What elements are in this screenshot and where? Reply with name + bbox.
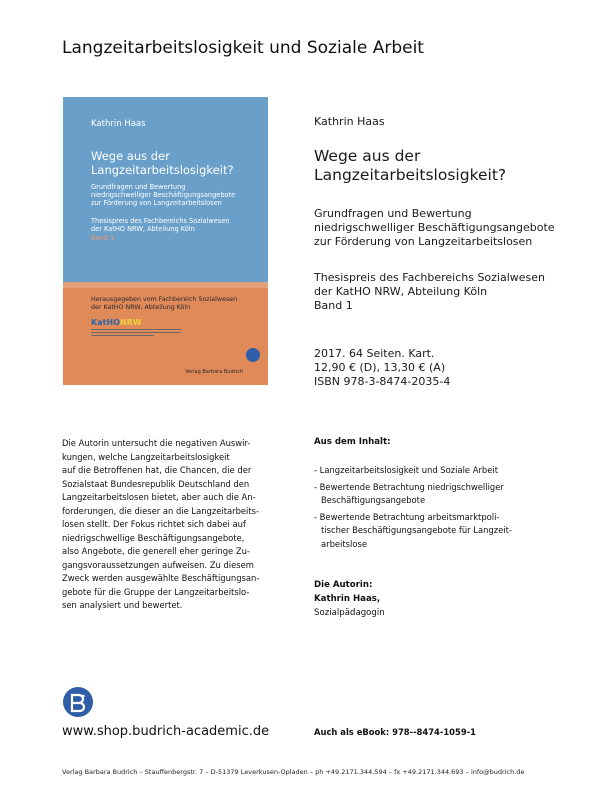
list-item-line: - Langzeitarbeitslosigkeit und Soziale Arbeit [314,465,499,475]
list-item [314,511,554,552]
description-line: Zweck werden ausgewählte Beschäftigungsan- [62,573,260,583]
ebook-info: Auch als eBook: 978--8474-1059-1 [314,727,476,737]
cover-prize-line: Thesispreis des Fachbereichs Sozialwesen [91,217,230,225]
cover-band: Band 1 [91,234,115,242]
list-item [314,464,554,478]
contents-heading: Aus dem Inhalt: [314,437,391,447]
book-subtitle [314,207,584,249]
description-line: also Angebote, die generell eher geringe Zu- [62,546,250,556]
book-cover [63,97,268,385]
katho-logo-text: KatHO [91,318,120,327]
contents-list [314,464,554,554]
book-title-line: Wege aus der [314,147,421,165]
description-line: gebote für die Gruppe der Langzeitarbeitslo- [62,586,250,597]
list-item-line: - Bewertende Betrachtung niedrigschwelliger [314,481,504,492]
cover-bottom-panel [63,288,268,385]
book-subtitle-line: zur Förderung von Langzeitarbeitslosen [314,235,533,248]
list-item-line: - Bewertende Betrachtung arbeitsmarktpoli- [314,511,500,522]
description-line: gangsvoraussetzungen aufweisen. Zu diesem [62,559,254,570]
cover-subtitle-line: zur Förderung von Langzeitarbeitslosen [91,199,222,208]
cover-title-line: Langzeitarbeitslosigkeit? [91,163,234,177]
book-prize-line: Thesispreis des Fachbereichs Sozialwesen [314,271,546,284]
katho-fine-print [91,329,181,339]
book-title [314,147,584,185]
katho-logo [91,318,142,327]
cover-publisher: Verlag Barbara Budrich [185,369,244,375]
cover-editor [91,296,263,312]
description-line: auf die Betroffenen hat, die Chancen, die der [62,465,252,475]
book-subtitle-line: Grundfragen und Bewertung [314,207,472,220]
book-description [62,437,290,613]
book-prize-line: Band 1 [314,299,353,312]
description-line: sen analysiert und bewertet. [62,600,183,610]
book-prize-line: der KatHO NRW, Abteilung Köln [314,285,488,298]
budrich-logo-icon [63,687,93,717]
book-author: Kathrin Haas [314,115,385,128]
cover-author: Kathrin Haas [91,119,146,129]
book-details-line: ISBN 978-3-8474-2035-4 [314,375,451,388]
book-details-line: 2017. 64 Seiten. Kart. [314,347,435,360]
cover-subtitle-line: Grundfragen und Bewertung [91,183,186,191]
book-details-line: 12,90 € (D), 13,30 € (A) [314,361,446,374]
cover-title [91,149,261,177]
description-line: Sozialstaat Bundesrepublik Deutschland den [62,478,250,489]
about-author-heading: Die Autorin: [314,580,373,590]
cover-title-line: Wege aus der [91,149,170,163]
cover-editor-line: Herausgegeben vom Fachbereich Sozialwesen [91,296,238,303]
description-line: niedrigschwellige Beschäftigungsangebote, [62,532,245,543]
publisher-logo-icon [246,348,260,362]
description-line: losen stellt. Der Fokus richtet sich dabei auf [62,519,246,529]
about-author-name: Kathrin Haas, [314,594,381,604]
cover-subtitle-line: niedrigschwelliger Beschäftigungsangebote [91,191,236,200]
about-author-role: Sozialpädagogin [314,608,385,618]
book-details [314,347,450,389]
description-line: Langzeitarbeitslosen bietet, aber auch die An- [62,492,256,502]
list-item-line: tischer Beschäftigungsangebote für Langzeit- [321,525,512,535]
shop-link[interactable]: www.shop.budrich-academic.de [62,724,270,739]
book-subtitle-line: niedrigschwelliger Beschäftigungsangebote [314,221,555,234]
cover-subtitle [91,183,263,208]
book-title-line: Langzeitarbeitslosigkeit? [314,166,507,184]
cover-prize-line: der KatHO NRW, Abteilung Köln [91,225,195,234]
book-prize [314,271,584,313]
series-title: Langzeitarbeitslosigkeit und Soziale Arbeit [62,38,424,58]
katho-logo-accent: NRW [119,318,142,327]
cover-prize [91,217,263,233]
list-item-line: Beschäftigungsangebote [321,495,426,505]
cover-editor-line: der KatHO NRW, Abteilung Köln [91,304,191,311]
description-line: kungen, welche Langzeitarbeitslosigkeit [62,451,230,462]
description-line: Die Autorin untersucht die negativen Auswir- [62,438,251,448]
imprint: Verlag Barbara Budrich – Stauffenbergstr. 7 – D-51379 Leverkusen-Opladen – ph +49.2171.344.594 – fx +49.2171.344.693 – info@budrich.de [62,768,525,776]
list-item [314,481,554,508]
list-item-line: arbeitslose [321,538,367,549]
description-line: forderungen, die dieser an die Langzeitarbeits- [62,505,260,516]
